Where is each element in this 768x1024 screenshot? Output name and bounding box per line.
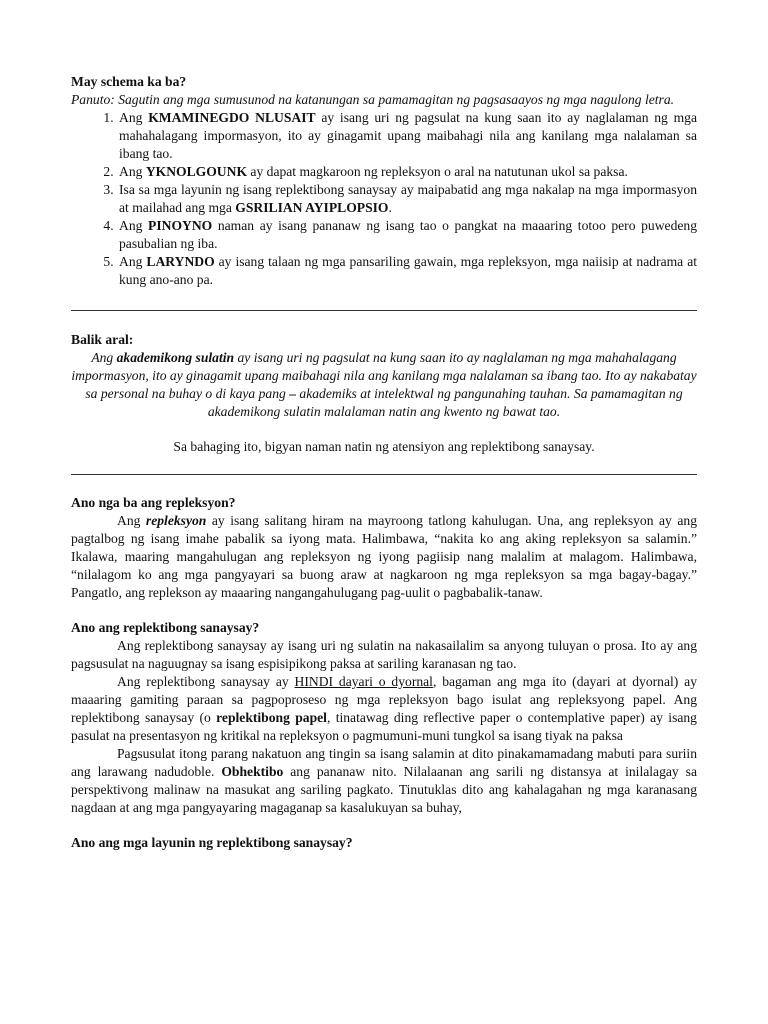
repleksyon-term: repleksyon bbox=[145, 513, 207, 528]
question-item bbox=[117, 163, 697, 181]
section-repleksyon bbox=[71, 494, 697, 602]
question-text: ay isang uri ng pagsulat na kung saan ito ay naglalaman ng mga mahahalagang impormasyon, ito ay ginagamit upang maibahagi nila ang kanilang mga nalalaman sa ibang tao. bbox=[119, 110, 698, 161]
divider bbox=[71, 310, 697, 311]
sanaysay-term: replektibong papel bbox=[216, 710, 327, 725]
section-layunin bbox=[71, 834, 697, 852]
sanaysay-text: , bagaman ang mga ito (dayari at dyornal) ay maaaring gamiting paraan sa pagpoproseso ng mga repleksyon bago isulat ang repleksyong papel. Ang replektibong sanaysay (o bbox=[71, 674, 697, 725]
sanaysay-text: , tinatawag ding reflective paper o contemplative paper) ay isang pasulat na presentasyon ng kritikal na repleksyon o pagmumuni-muni tungkol sa isang tiyak na paksa bbox=[71, 710, 697, 743]
question-item bbox=[117, 253, 697, 289]
balik-note: Sa bahaging ito, bigyan naman natin ng atensiyon ang replektibong sanaysay. bbox=[173, 439, 595, 454]
balik-term: akademikong sulatin bbox=[116, 350, 235, 365]
divider bbox=[71, 474, 697, 475]
sanaysay-text: ang pananaw nito. Nilalaanan ang sarili ng distansya at inilalagay sa perspektivong malinaw na masukat ang sariling pagkato. Tinutuklas dito ang kahalagahan ng mga karanasang nagdaan at ang mga pangyayaring magaganap sa kasalukuyan sa buhay, bbox=[71, 764, 697, 815]
sanaysay-underlined: HINDI dayari o dyornal bbox=[294, 674, 433, 689]
question-text: ay isang talaan ng mga pansariling gawain, mga repleksyon, mga naiisip at nadrama at kung ano-ano pa. bbox=[119, 254, 698, 287]
balik-heading: Balik aral: bbox=[71, 332, 134, 347]
question-text: . bbox=[388, 200, 392, 215]
scrambled-word: KMAMINEGDO NLUSAIT bbox=[148, 110, 316, 125]
sanaysay-term: Obhektibo bbox=[221, 764, 284, 779]
question-text: Ang bbox=[119, 254, 147, 269]
repleksyon-paragraph bbox=[71, 512, 697, 602]
question-text: Ang bbox=[119, 110, 149, 125]
question-item bbox=[117, 217, 697, 253]
sanaysay-text: Pagsusulat itong parang nakatuon ang tingin sa isang salamin at dito pinakamamadang mabuti para suriin ang larawang nadudoble. bbox=[71, 746, 697, 779]
sanaysay-paragraph-2 bbox=[71, 673, 697, 745]
balik-text: ay isang uri ng pagsulat na kung saan ito ay naglalaman ng mga mahahalagang impormasyon, ito ay ginagamit upang maibahagi nila ang kanilang mga nalalaman sa ibang tao. Ito ay nakabatay sa personal na buhay o di kaya pang bbox=[71, 350, 697, 401]
section-schema bbox=[71, 73, 697, 289]
question-item bbox=[117, 181, 697, 217]
sanaysay-heading: Ano ang replektibong sanaysay? bbox=[71, 620, 260, 635]
scrambled-word: YKNOLGOUNK bbox=[145, 164, 248, 179]
balik-text: akademiks at intelektwal ng pangunahing tauhan. Sa pamamagitan ng akademikong sulatin malalaman natin ang kwento ng bawat tao. bbox=[207, 386, 683, 419]
question-text: naman ay isang pananaw ng isang tao o pangkat na maaaring totoo pero puwedeng pasubalian ng iba. bbox=[119, 218, 697, 251]
question-text: ay dapat magkaroon ng repleksyon o aral na natutunan ukol sa paksa. bbox=[247, 164, 628, 179]
schema-instruction: Panuto: Sagutin ang mga sumusunod na katanungan sa pamamagitan ng pagsasaayos ng mga nagulong letra. bbox=[71, 92, 675, 107]
sanaysay-paragraph-3 bbox=[71, 745, 697, 817]
question-list bbox=[71, 109, 697, 289]
layunin-heading: Ano ang mga layunin ng replektibong sanaysay? bbox=[71, 835, 353, 850]
balik-paragraph bbox=[71, 349, 697, 421]
repleksyon-text: ay isang salitang hiram na mayroong tatlong kahulugan. Una, ang repleksyon ay ang pagtalbog ng isang imahe pabalik sa iyong mata. Halimbawa, “nakita ko ang aking repleksyon sa salamin.” Ikalawa, maaring mangahulugan ang repleksyon ng iyong pagiisip nang malalim at malagom. Halimbawa, “nilalagom ko ang mga pangyayari sa buong araw at nagkaroon ng mga repleksyon sa mga bagay-bagay.” Pangatlo, ang replekson ay maaaring nangangahulugang pag-uulit o pagbabalik-tanaw. bbox=[71, 513, 697, 600]
scrambled-word: GSRILIAN AYIPLOPSIO bbox=[235, 200, 389, 215]
schema-heading: May schema ka ba? bbox=[71, 74, 187, 89]
sanaysay-paragraph-1: Ang replektibong sanaysay ay isang uri ng sulatin na nakasailalim sa anyong tuluyan o prosa. Ito ay ang pagsusulat na naguugnay sa isang espisipikong paksa at sariling karanasan ng tao. bbox=[71, 638, 697, 671]
repleksyon-heading: Ano nga ba ang repleksyon? bbox=[71, 495, 236, 510]
sanaysay-text: Ang replektibong sanaysay ay bbox=[117, 674, 295, 689]
scrambled-word: LARYNDO bbox=[146, 254, 215, 269]
balik-dash: – bbox=[289, 386, 297, 401]
question-text: Ang bbox=[119, 164, 146, 179]
question-text: Ang bbox=[119, 218, 149, 233]
repleksyon-text: Ang bbox=[117, 513, 146, 528]
balik-text: Ang bbox=[91, 350, 117, 365]
section-sanaysay bbox=[71, 619, 697, 817]
question-text: Isa sa mga layunin ng isang replektibong sanaysay ay maipabatid ang mga nakalap na mga impormasyon at mailahad ang mga bbox=[119, 182, 697, 215]
scrambled-word: PINOYNO bbox=[148, 218, 213, 233]
question-item bbox=[117, 109, 697, 163]
section-balik-aral bbox=[71, 331, 697, 456]
